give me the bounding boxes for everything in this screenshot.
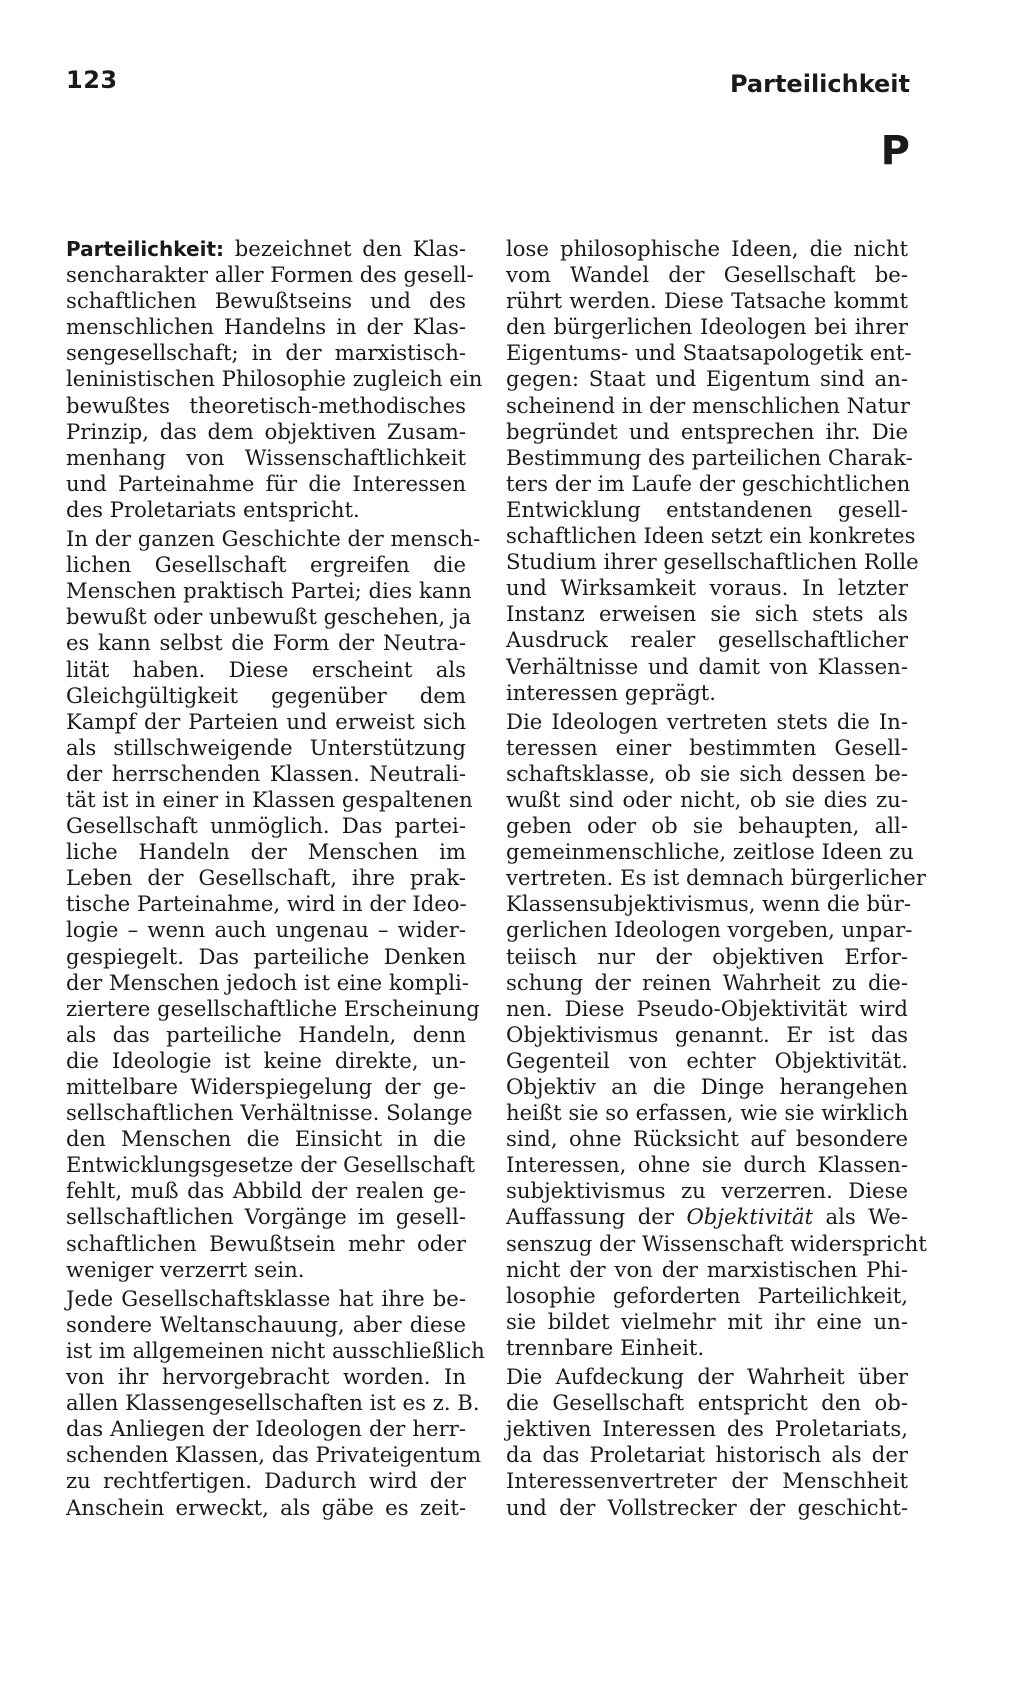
text-line: es kann selbst die Form der Neutra-: [66, 630, 466, 656]
text-line: Objektiv an die Dinge herangehen: [506, 1074, 908, 1099]
text-line: ist im allgemeinen nicht ausschließlich: [66, 1337, 485, 1363]
entry-headword: Parteilichkeit:: [66, 237, 225, 261]
text-line: vom Wandel der Gesellschaft be-: [506, 262, 908, 288]
text-line: von ihr hervorgebracht worden. In: [66, 1364, 466, 1390]
text-line: schaftlichen Bewußtsein mehr oder: [66, 1230, 466, 1256]
text-line: Verhältnisse und damit von Klassen-: [506, 653, 908, 679]
text-line: und Wirksamkeit voraus. In letzter: [506, 575, 908, 601]
text-line: Prinzip, das dem objektiven Zusam-: [66, 418, 466, 444]
text-line: subjektivismus zu verzerren. Diese: [506, 1178, 908, 1204]
text-line: Entwicklungsgesetze der Gesellschaft: [66, 1152, 475, 1178]
text-line: mittelbare Widerspiegelung der ge-: [66, 1074, 466, 1099]
text-line: weniger verzerrt sein.: [66, 1256, 305, 1282]
text-line: geben oder ob sie behaupten, all-: [506, 813, 908, 839]
text-line: leninistischen Philosophie zugleich ein: [66, 366, 483, 392]
text-line: als stillschweigende Unterstützung: [66, 734, 466, 760]
text-line: nicht der von der marxistischen Phi-: [506, 1256, 908, 1282]
text-line: vertreten. Es ist demnach bürgerlicher: [506, 865, 926, 891]
text-line: den Menschen die Einsicht in die: [66, 1126, 466, 1152]
text-line: und der Vollstrecker der geschicht-: [506, 1494, 908, 1520]
text-line: gegen: Staat und Eigentum sind an-: [506, 366, 908, 392]
text-line: [506, 1204, 908, 1230]
text-line: schung der reinen Wahrheit zu die-: [506, 969, 908, 995]
text-line: Interessenvertreter der Menschheit: [506, 1468, 908, 1494]
text-line: ters der im Laufe der geschichtlichen: [506, 470, 911, 496]
text-line: Ausdruck realer gesellschaftlicher: [506, 627, 908, 653]
text-line: allen Klassengesellschaften ist es z. B.: [66, 1390, 480, 1416]
text-line: lichen Gesellschaft ergreifen die: [66, 552, 466, 578]
text-line: zu rechtfertigen. Dadurch wird der: [66, 1468, 466, 1494]
text-line: losophie geforderten Parteilichkeit,: [506, 1282, 908, 1308]
text-line: Klassensubjektivismus, wenn die bür-: [506, 891, 911, 917]
text-line: nen. Diese Pseudo-Objektivität wird: [506, 995, 908, 1021]
text-line: senszug der Wissenschaft widerspricht: [506, 1230, 927, 1256]
text-line: schaftsklasse, ob sie sich dessen be-: [506, 760, 908, 786]
text-line: sind, ohne Rücksicht auf besondere: [506, 1126, 908, 1152]
text-line: sengesellschaft; in der marxistisch-: [66, 340, 466, 366]
text-line: als das parteiliche Handeln, denn: [66, 1021, 466, 1047]
page-number: 123: [66, 66, 118, 94]
text-fragment: Auffassung der: [506, 1204, 687, 1230]
text-line: lose philosophische Ideen, die nicht: [506, 236, 908, 261]
text-line: das Anliegen der Ideologen der herr-: [66, 1416, 466, 1442]
text-line: menschlichen Handelns in der Klas-: [66, 314, 466, 340]
text-line: gespiegelt. Das parteiliche Denken: [66, 943, 466, 969]
text-line: jektiven Interessen des Proletariats,: [506, 1416, 908, 1442]
text-line: sie bildet vielmehr mit ihr eine un-: [506, 1308, 908, 1334]
text-line: der Menschen jedoch ist eine kompli-: [66, 969, 469, 995]
text-line: Objektivismus genannt. Er ist das: [506, 1021, 908, 1047]
text-line: interessen geprägt.: [506, 679, 717, 705]
text-line: sellschaftlichen Vorgänge im gesell-: [66, 1204, 466, 1230]
text-line: teressen einer bestimmten Gesell-: [506, 734, 908, 760]
text-line: Studium ihrer gesellschaftlichen Rolle: [506, 549, 919, 575]
text-line: Interessen, ohne sie durch Klassen-: [506, 1152, 908, 1178]
text-line: Kampf der Parteien und erweist sich: [66, 708, 466, 734]
emphasized-term: Objektivität: [686, 1204, 814, 1230]
text-line: Entwicklung entstandenen gesell-: [506, 496, 908, 522]
text-line: bewußt oder unbewußt geschehen, ja: [66, 604, 472, 630]
text-line: menhang von Wissenschaftlichkeit: [66, 444, 466, 470]
text-line: heißt sie so erfassen, wie sie wirklich: [506, 1100, 909, 1126]
text-line: Gleichgültigkeit gegenüber dem: [66, 682, 466, 708]
text-line: wußt sind oder nicht, ob sie dies zu-: [506, 786, 908, 812]
text-line: logie – wenn auch ungenau – wider-: [66, 917, 466, 943]
text-line: schaftlichen Ideen setzt ein konkretes: [506, 523, 916, 549]
text-line: begründet und entsprechen ihr. Die: [506, 418, 908, 444]
text-line: den bürgerlichen Ideologen bei ihrer: [506, 314, 908, 340]
text-line: Gegenteil von echter Objektivität.: [506, 1047, 908, 1073]
text-line: fehlt, muß das Abbild der realen ge-: [66, 1178, 466, 1204]
text-line: scheinend in der menschlichen Natur: [506, 392, 911, 418]
right-column: [506, 236, 927, 1524]
entry-paragraph-5: [506, 708, 927, 1361]
text-line: schenden Klassen, das Privateigentum: [66, 1442, 482, 1468]
text-line: rührt werden. Diese Tatsache kommt: [506, 288, 908, 314]
running-head: Parteilichkeit: [729, 70, 910, 98]
text-line: tische Parteinahme, wird in der Ideo-: [66, 891, 467, 917]
text-line: Anschein erweckt, als gäbe es zeit-: [66, 1494, 466, 1520]
text-line: Bestimmung des parteilichen Charak-: [506, 444, 913, 470]
text-line: gemeinmenschliche, zeitlose Ideen zu: [506, 839, 914, 865]
text-line: liche Handeln der Menschen im: [66, 839, 466, 865]
text-line-content: bezeichnet den Klas-: [224, 236, 466, 261]
text-line: sencharakter aller Formen des gesell-: [66, 262, 474, 288]
text-line: [66, 236, 466, 262]
text-line: und Parteinahme für die Interessen: [66, 470, 466, 496]
text-line: In der ganzen Geschichte der mensch-: [66, 526, 481, 552]
text-line: Eigentums- und Staatsapologetik ent-: [506, 340, 912, 366]
text-line: die Gesellschaft entspricht den ob-: [506, 1390, 908, 1416]
text-line: sondere Weltanschauung, aber diese: [66, 1311, 466, 1337]
text-line: des Proletariats entspricht.: [66, 496, 360, 522]
text-line: Die Ideologen vertreten stets die In-: [506, 708, 908, 734]
entry-paragraph-2: [66, 526, 481, 1283]
entry-paragraph-4: [506, 236, 919, 706]
text-line: Instanz erweisen sie sich stets als: [506, 601, 908, 627]
text-line: Menschen praktisch Partei; dies kann: [66, 578, 472, 604]
left-column: [66, 236, 485, 1524]
text-line: Die Aufdeckung der Wahrheit über: [506, 1364, 908, 1390]
text-line: die Ideologie ist keine direkte, un-: [66, 1047, 466, 1073]
text-line: Leben der Gesellschaft, ihre prak-: [66, 865, 466, 891]
text-line: gerlichen Ideologen vorgeben, unpar-: [506, 917, 913, 943]
text-line: der herrschenden Klassen. Neutrali-: [66, 760, 466, 786]
text-line: Jede Gesellschaftsklasse hat ihre be-: [66, 1285, 466, 1311]
text-line: sellschaftlichen Verhältnisse. Solange: [66, 1100, 473, 1126]
text-line: da das Proletariat historisch als der: [506, 1442, 908, 1468]
text-line: bewußtes theoretisch-methodisches: [66, 392, 466, 418]
entry-paragraph-1: [66, 236, 483, 523]
text-line: Gesellschaft unmöglich. Das partei-: [66, 813, 466, 839]
text-line: tät ist in einer in Klassen gespaltenen: [66, 786, 473, 812]
text-line: ziertere gesellschaftliche Erscheinung: [66, 995, 480, 1021]
text-line: trennbare Einheit.: [506, 1334, 705, 1360]
entry-paragraph-3: [66, 1285, 485, 1521]
entry-paragraph-6: [506, 1364, 908, 1521]
text-fragment: als We-: [813, 1204, 909, 1230]
text-line: schaftlichen Bewußtseins und des: [66, 288, 466, 314]
text-line: teiisch nur der objektiven Erfor-: [506, 943, 908, 969]
section-letter: P: [880, 128, 910, 174]
text-line: lität haben. Diese erscheint als: [66, 656, 466, 682]
